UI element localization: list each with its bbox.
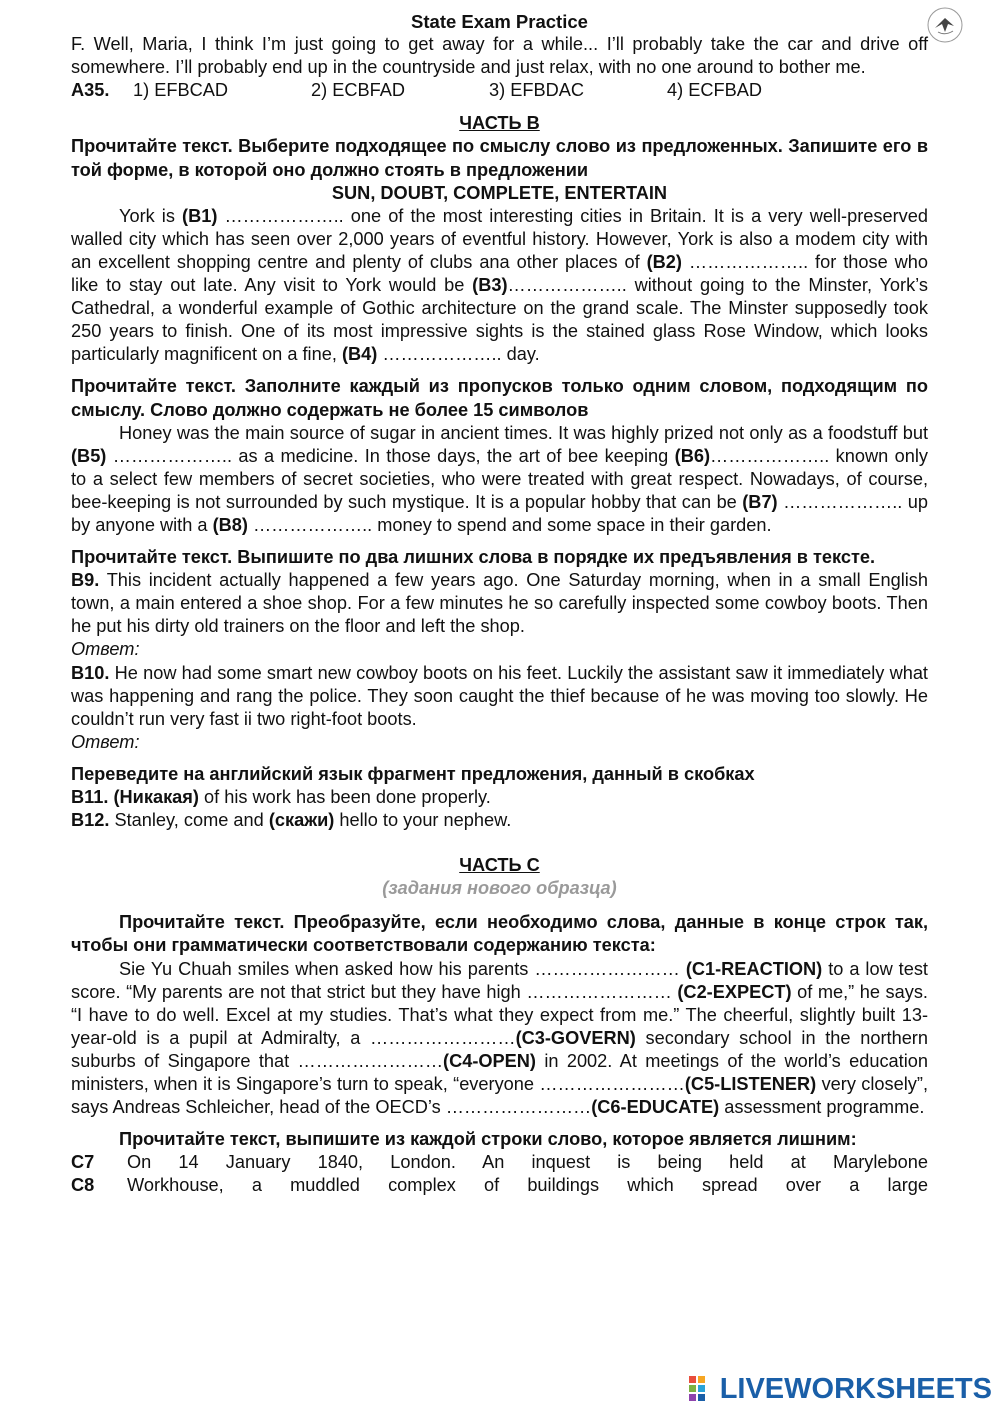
line-c7: C7 On 14 January 1840, London. An inquest is being held at Marylebone: [71, 1152, 928, 1173]
honey-paragraph: Honey was the main source of sugar in ancient times. It was highly prized not only as a foodstuff but (B5) ……………….. as a medicine. In those days, the art of bee keeping (B6)……………….. known only to a select few members of secret societies, who were treated with great respect. Nowadays, of course, bee-keeping is not surrounded by such mystique. It is a popular hobby that can be (B7) ……………….. up by anyone with a (B8) ……………….. money to spend and some space in their garden.: [71, 422, 928, 535]
gap-b3: (B3): [472, 275, 508, 296]
gap-c4: (C4-OPEN): [443, 1050, 536, 1071]
part-b-instruction-3: Прочитайте текст. Выпишите по два лишних слова в порядке их предъявления в тексте.: [71, 547, 876, 568]
gap-c2: (C2-EXPECT): [677, 981, 792, 1002]
b9-answer-label: Ответ:: [71, 639, 140, 660]
gap-b2: (B2): [646, 251, 682, 272]
part-b-heading: ЧАСТЬ В: [459, 113, 540, 134]
gap-b1: (B1): [182, 205, 218, 226]
a35-option-4: 4) ECFBAD: [667, 80, 762, 101]
part-c-instruction-1: Прочитайте текст. Преобразуйте, если необходимо слова, данные в конце строк так, чтобы они грамматически соответствовали содержанию текста:: [71, 912, 928, 956]
a35-options-row: [71, 79, 928, 102]
dialogue-paragraph-f: F. Well, Maria, I think I’m just going to get away for a while... I’ll probably take the car and drive off somewhere. I’ll probably end up in the countryside and just relax, with no one around to bother me.: [71, 34, 928, 78]
a35-label: A35.: [71, 80, 110, 101]
gap-c6: (C6-EDUCATE): [591, 1097, 720, 1118]
part-b-instruction-2: Прочитайте текст. Заполните каждый из пропусков только одним словом, подходящим по смыслу. Слово должно содержать не более 15 символов: [71, 376, 928, 420]
b10-answer-label: Ответ:: [71, 731, 140, 752]
gap-b7: (B7): [742, 491, 778, 512]
b11-line: B11. (Никакая) of his work has been done properly.: [71, 787, 491, 807]
page-title: State Exam Practice: [411, 11, 588, 32]
gap-b4: (B4): [341, 344, 378, 365]
b9-paragraph: B9. This incident actually happened a few years ago. One Saturday morning, when in a small English town, a main entered a shoe shop. For a few minutes he so carefully inspected some cowboy boots. Then he put his dirty old trainers on the floor and left the shop.: [71, 570, 928, 637]
gap-b5: (B5): [71, 445, 107, 466]
york-paragraph: York is (B1) ……………….. one of the most interesting cities in Britain. It is a very well-preserved walled city which has seen over 2,000 years of eventful history. However, York is also a modem city with an excellent shopping centre and plenty of clubs ana other places of (B2) ……………….. for those who like to stay out late. Any visit to York would be (B3)……………….. without going to the Minster, York’s Cathedral, a wonderful example of Gothic architecture on the grand scale. The Minster supposedly took 250 years to finish. One of its most impressive sights is the stained glass Rose Window, which looks particularly magnificent on a fine, (B4) ……………….. day.: [71, 205, 928, 365]
liveworksheets-logo[interactable]: [688, 1371, 992, 1407]
gap-c3: (C3-GOVERN): [515, 1027, 636, 1048]
b10-paragraph: B10. He now had some smart new cowboy boots on his feet. Luckily the assistant saw it immediately what was happening and rang the police. They soon caught the thief because of he was moving too slowly. He couldn’t run very fast ii two right-foot boots.: [71, 662, 928, 729]
worksheet-page: [71, 10, 928, 1198]
part-c-heading: ЧАСТЬ С: [459, 855, 540, 876]
a35-option-3: 3) EFBDAC: [489, 80, 584, 101]
part-c-subheading: (задания нового образца): [382, 878, 617, 899]
liveworksheets-mark-icon: [688, 1374, 714, 1404]
gap-b8: (B8): [212, 514, 248, 535]
part-b-instruction-1: Прочитайте текст. Выберите подходящее по смыслу слово из предложенных. Запишите его в той форме, в которой оно должно стоять в предложении: [71, 136, 928, 180]
gap-c5: (C5-LISTENER): [684, 1074, 817, 1095]
gap-c1: (C1-REACTION): [685, 958, 823, 979]
part-c-instruction-2: Прочитайте текст, выпишите из каждой строки слово, которое является лишним:: [119, 1129, 857, 1150]
line-c8: C8 Workhouse, a muddled complex of buildings which spread over a large: [71, 1175, 928, 1196]
a35-option-2: 2) ECBFAD: [311, 80, 405, 101]
word-list: SUN, DOUBT, COMPLETE, ENTERTAIN: [331, 182, 668, 203]
a35-option-1: 1) EFBCAD: [133, 80, 228, 101]
part-b-instruction-4: Переведите на английский язык фрагмент предложения, данный в скобках: [71, 763, 755, 784]
bird-emblem-icon: [926, 6, 964, 44]
liveworksheets-brand-text: LIVEWORKSHEETS: [719, 1372, 992, 1405]
sie-paragraph: Sie Yu Chuah smiles when asked how his parents …………………… (C1-REACTION) to a low test score. “My parents are not that strict but they have high …………………… (C2-EXPECT) of me,” he says. “I have to do well. Excel at my studies. That’s what they expect from me.” The cheerful, slightly built 13-year-old is a pupil at Admiralty, a ……………………(C3-GOVERN) secondary school in the northern suburbs of Singapore that ……………………(C4-OPEN) in 2002. At meetings of the world’s education ministers, when it is Singapore’s turn to speak, “everyone ……………………(C5-LISTENER) very closely”, says Andreas Schleicher, head of the OECD’s ……………………(C6-EDUCATE) assessment programme.: [71, 958, 928, 1118]
gap-b6: (B6): [674, 445, 711, 466]
b12-line: B12. Stanley, come and (скажи) hello to your nephew.: [71, 810, 512, 831]
